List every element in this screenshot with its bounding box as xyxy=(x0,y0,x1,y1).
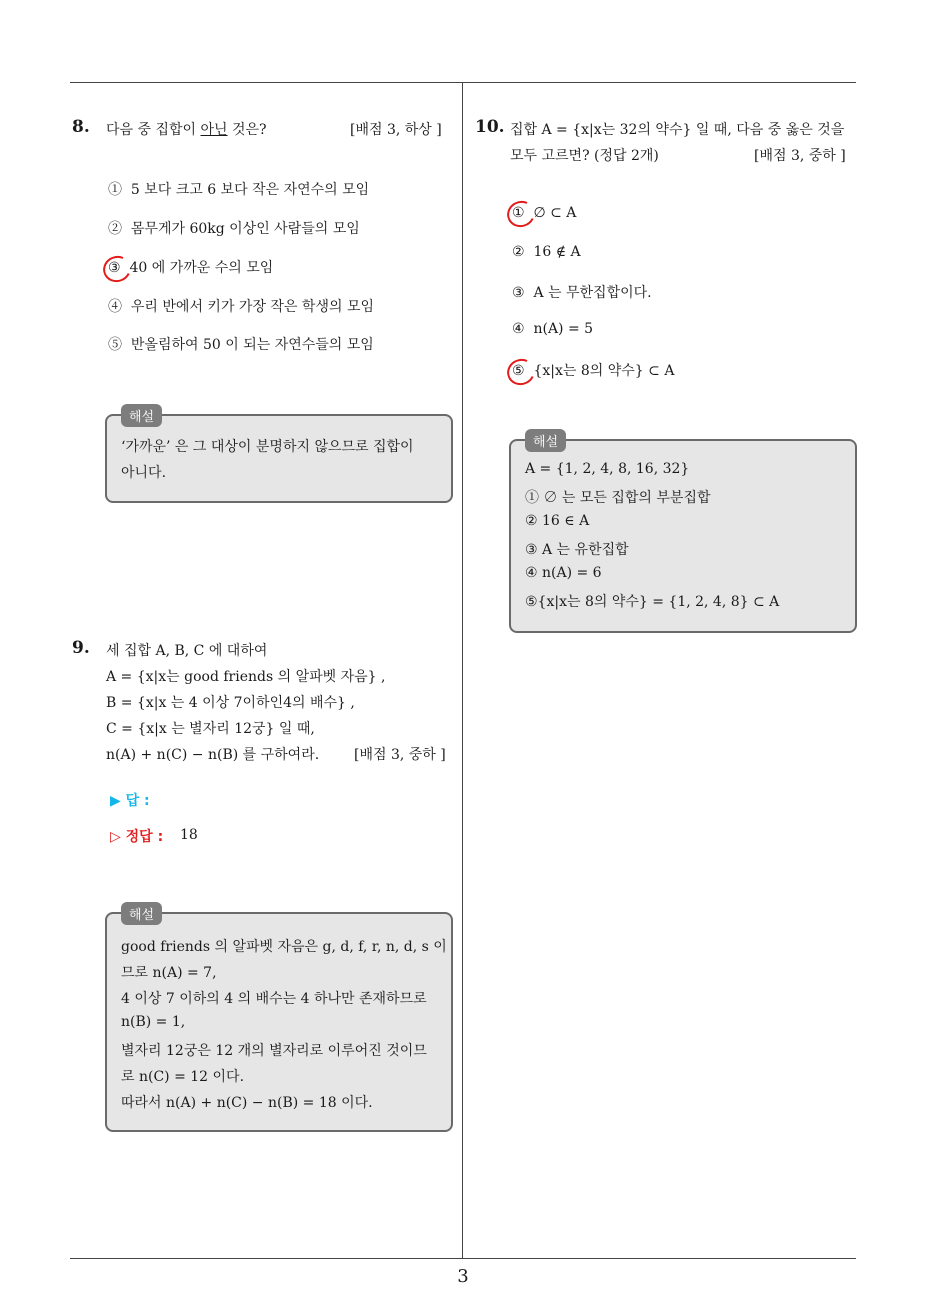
solution-line: ④ n(A) = 6 xyxy=(525,565,602,581)
solution-line: ‘가까운’ 은 그 대상이 분명하지 않으므로 집합이 xyxy=(121,439,414,455)
question-line: A = {x|x는 good friends 의 알파벳 자음} , xyxy=(106,669,386,685)
option-text: {x|x는 8의 약수} ⊂ A xyxy=(533,363,675,379)
question-line: 모두 고르면? (정답 2개) xyxy=(510,148,659,164)
solution-line: 따라서 n(A) + n(C) − n(B) = 18 이다. xyxy=(121,1095,373,1111)
solution-line: ① ∅ 는 모든 집합의 부분집합 xyxy=(525,490,711,506)
option-text: 몸무게가 60kg 이상인 사람들의 모임 xyxy=(130,221,360,237)
solution-line: 4 이상 7 이하의 4 의 배수는 4 하나만 존재하므로 xyxy=(121,991,427,1007)
question-number: 10. xyxy=(475,117,505,137)
question-line: C = {x|x 는 별자리 12궁} 일 때, xyxy=(106,721,315,737)
question-line: B = {x|x 는 4 이상 7이하인4의 배수} , xyxy=(106,695,355,711)
solution-line: good friends 의 알파벳 자음은 g, d, f, r, n, d, s 이 xyxy=(121,939,447,955)
question-line: n(A) + n(C) − n(B) 를 구하여라. xyxy=(106,747,320,763)
option-mark: ① xyxy=(108,182,122,198)
option-mark: ② xyxy=(108,221,122,237)
bottom-rule xyxy=(70,1258,856,1259)
option-mark: ③ xyxy=(512,285,525,301)
option-3 xyxy=(512,282,652,302)
solution-line: ③ A 는 유한집합 xyxy=(525,542,629,558)
option-text: 40 에 가까운 수의 모임 xyxy=(129,260,274,276)
option-2 xyxy=(108,218,360,238)
option-text: 우리 반에서 키가 가장 작은 학생의 모임 xyxy=(130,299,374,315)
question-line: 세 집합 A, B, C 에 대하여 xyxy=(106,643,268,659)
option-mark-circled: ③ xyxy=(108,260,121,276)
option-3 xyxy=(108,257,273,277)
prompt-text-end: 것은? xyxy=(227,122,267,138)
solution-line: 별자리 12궁은 12 개의 별자리로 이루어진 것이므 xyxy=(121,1043,427,1059)
option-text: A 는 무한집합이다. xyxy=(533,285,652,301)
prompt-text: 다음 중 집합이 xyxy=(106,122,201,138)
score-meta: [배점 3, 하상 ] xyxy=(350,122,442,138)
solution-line: 므로 n(A) = 7, xyxy=(121,965,217,981)
option-text: 16 ∉ A xyxy=(533,244,581,260)
option-text: ∅ ⊂ A xyxy=(533,205,577,221)
solution-line: n(B) = 1, xyxy=(121,1014,186,1030)
option-mark: ④ xyxy=(512,321,525,337)
option-2 xyxy=(512,244,581,260)
option-text: n(A) = 5 xyxy=(533,321,594,337)
answer-label: ▶ 답 : xyxy=(110,793,150,809)
solution-tag: 해설 xyxy=(121,404,162,427)
page-number: 3 xyxy=(457,1266,469,1287)
option-text: 5 보다 크고 6 보다 작은 자연수의 모임 xyxy=(130,182,370,198)
option-4 xyxy=(108,296,374,316)
question-prompt xyxy=(106,119,267,139)
option-1 xyxy=(108,179,369,199)
option-text: 반올림하여 50 이 되는 자연수들의 모임 xyxy=(130,337,374,353)
option-mark: ② xyxy=(512,244,525,260)
option-mark-circled: ① xyxy=(512,205,525,221)
solution-line: A = {1, 2, 4, 8, 16, 32} xyxy=(525,461,690,477)
column-divider xyxy=(462,82,463,1258)
solution-box xyxy=(509,435,857,633)
solution-line: ⑤{x|x는 8의 약수} = {1, 2, 4, 8} ⊂ A xyxy=(525,594,780,610)
solution-tag: 해설 xyxy=(525,429,566,452)
correct-answer-value: 18 xyxy=(180,827,198,843)
correct-answer-label: ▷ 정답 : xyxy=(110,829,164,845)
score-meta: [배점 3, 중하 ] xyxy=(754,148,846,164)
question-line: 집합 A = {x|x는 32의 약수} 일 때, 다음 중 옳은 것을 xyxy=(510,122,845,138)
score-meta: [배점 3, 중하 ] xyxy=(354,747,446,763)
solution-line: 아니다. xyxy=(121,465,167,481)
solution-box xyxy=(105,908,453,1132)
option-mark: ④ xyxy=(108,299,122,315)
solution-line: ② 16 ∈ A xyxy=(525,513,590,529)
option-5 xyxy=(512,360,674,380)
option-5 xyxy=(108,334,374,354)
solution-tag: 해설 xyxy=(121,902,162,925)
option-mark-circled: ⑤ xyxy=(512,363,525,379)
top-rule xyxy=(70,82,856,83)
prompt-underlined: 아닌 xyxy=(200,122,228,138)
question-number: 8. xyxy=(72,117,90,137)
solution-box xyxy=(105,410,453,503)
option-mark: ⑤ xyxy=(108,337,122,353)
solution-line: 로 n(C) = 12 이다. xyxy=(121,1069,245,1085)
question-number: 9. xyxy=(72,638,90,658)
option-1 xyxy=(512,205,576,221)
option-4 xyxy=(512,321,593,337)
